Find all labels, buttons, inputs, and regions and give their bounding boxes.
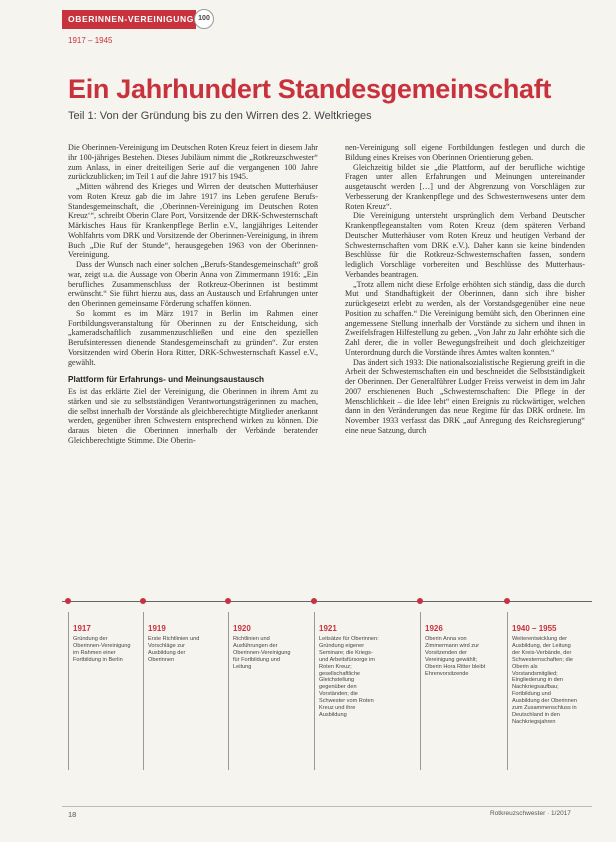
timeline-year: 1917 bbox=[73, 624, 91, 633]
anniversary-badge-icon: 100 bbox=[194, 9, 214, 29]
timeline-year: 1919 bbox=[148, 624, 166, 633]
timeline-year: 1940 – 1955 bbox=[512, 624, 557, 633]
timeline-marker-icon bbox=[225, 598, 231, 604]
timeline-entry bbox=[143, 612, 210, 770]
page-subtitle: Teil 1: Von der Gründung bis zu den Wirren des 2. Weltkrieges bbox=[68, 110, 372, 122]
article-paragraph: Es ist das erklärte Ziel der Vereinigung, die Oberinnen in ihrem Amt zu stärken und sie zu selbstständigen Verantwortungsträgerinnen zu machen, die selbst innerhalb der Vorstände als gleichberechtigte Mitglieder anerkannt werden, gegenüber ihren Schwestern entsprechend wirken zu können. Die daraus bieten die Oberinnen innerhalb der Verbände beratender Gleichberechtigte Stimme. Die Oberin- bbox=[68, 387, 318, 445]
article-paragraph: So kommt es im März 1917 in Berlin im Rahmen einer Fortbildungsveranstaltung für Oberinnen zu der Entscheidung, sich „kameradschaftlich zusammenzuschließen und eine den speziellen Berufsinteressen dienende Standesgemeinschaft zu gründen“. Zur ersten Vorsitzenden wird Oberin Hora Ritter, DRK-Schwesternschaft Kassel e.V., gewählt. bbox=[68, 308, 318, 367]
article-paragraph: Die Oberinnen-Vereinigung im Deutschen Roten Kreuz feiert in diesem Jahr ihr 100-jähriges Bestehen. Dieses Jubiläum nimmt die „Rotkreuzschwester“ zum Anlass, in einer dreiteiligen Serie auf die vergangenen 100 Jahre zurückzublicken; im Teil 1 auf die Jahre 1917 bis 1945. bbox=[68, 143, 318, 182]
timeline-year: 1926 bbox=[425, 624, 443, 633]
page-number: 18 bbox=[68, 810, 77, 819]
timeline-marker-icon bbox=[65, 598, 71, 604]
article-paragraph: „Trotz allem nicht diese Erfolge erhöhten sich ständig, dass die durch Mut und Standhaftigkeit der Oberinnen, dann sich ihre bisher zurückgesetzt erlebt zu werden, als der Vorstandsgegenüber eine neue Position zu schaffen.“ Die Vereinigung bemüht sich, den Oberinnen eine angemessene Stellung innerhalb der Vorstände zu sichern und ihnen in Zweifelsfragen Hilfestellung zu geben. „Von Jahr zu Jahr erhöhte sich die Zahl derer, die in voller Bewegungsfreiheit und doch gleichzeitiger Unterordnung durch die Vorstände ihres Amtes walten konnten.“ bbox=[345, 279, 585, 357]
timeline-text: Richtlinien und Ausführungen der Oberinnen-Vereinigung für Fortbildung und Leitung bbox=[233, 636, 291, 670]
timeline-marker-icon bbox=[504, 598, 510, 604]
timeline-marker-icon bbox=[140, 598, 146, 604]
footer-divider bbox=[62, 806, 592, 807]
article-column-left bbox=[68, 143, 318, 581]
page-title: Ein Jahrhundert Standesgemeinschaft bbox=[68, 74, 552, 104]
article-paragraph: Das ändert sich 1933: Die nationalsozialistische Regierung greift in die Arbeit der Schwesternschaften ein und beschneidet die Selbstständigkeit der Oberinnen. Der Generalführer Ludger Freiss verweist in dem im Jahr 2007 erschienenen Buch „Schwesternschaften: Die Pflege in der Menschlichkeit – die Idee lebt“ einen Ereignis zu rückwärtiger, welchen dann in den Veränderungen das neue Regime für das DRK ordnete. Im November 1933 verfasst das DRK „auf Anregung des Reichsregierung“ eine neue Satzung, durch bbox=[345, 357, 585, 435]
timeline-year: 1920 bbox=[233, 624, 251, 633]
article-paragraph: Die Vereinigung untersteht ursprünglich dem Verband Deutscher Krankenpflegeanstalten vom Roten Kreuz (dem späteren Verband Deutscher Mutterhäuser vom Roten Kreuz und heutigen Verband der Schwesternschaften vom DRK e.V.). Daher kann sie keine bindenden Beschlüsse für die Rotkreuz-Schwesternschaften fassen, sondern lediglich Vorschläge vorbereiten und Beschlüsse des Mutterhaus-Verbandes beantragen. bbox=[345, 211, 585, 279]
article-paragraph: „Mitten während des Krieges und Wirren der deutschen Mutterhäuser vom Roten Kreuz gab die im Jahre 1917 ins Leben gerufene Berufs-Standesgemeinschaft, die ‚Oberinnen-Vereinigung im Deutschen Roten Kreuz‘“, schreibt Oberin Clare Port, Vorsitzende der DRK-Schwesternschaft Märkisches Haus für Krankenpflege Berlin e.V., langjähriges Leitender Wohlfahrts vom DRK und Vorsitzende der Oberinnen-Vereinigung, in ihrem Buch „Die Ruf der Stunde“, herausgegeben 1963 von der Oberinnen-Vereinigung. bbox=[68, 182, 318, 260]
timeline-marker-icon bbox=[417, 598, 423, 604]
timeline-text: Gründung der Oberinnen-Vereinigung im Rahmen einer Fortbildung in Berlin bbox=[73, 636, 131, 663]
timeline-text: Weiterentwicklung der Ausbildung, der Leitung der Kreis-Verbände, der Schwesternschaften; die Oberin als Vorstandsmitglied; Eingliederung in den Nachkriegsaufbau; Fortbildung und Ausbildung der Oberinnen zum Zusammenschluss in Deutschland in den Nachkriegsjahren bbox=[512, 636, 577, 725]
timeline-entry bbox=[507, 612, 578, 770]
timeline-text: Leitsätze für Oberinnen: Gründung eigener Seminare; die Kriegs- und Arbeitsfürsorge im Roten Kreuz; gesellschaftliche Gleichstellung gegenüber den Vorständen; die Schwester vom Roten Kreuz und ihre Ausbildung bbox=[319, 636, 379, 718]
article-paragraph: nen-Vereinigung soll eigene Fortbildungen festlegen und durch die Bildung eines Kreises von Oberinnen Orientierung geben. bbox=[345, 143, 585, 162]
section-banner: OBERINNEN-VEREINIGUNG bbox=[62, 10, 196, 29]
article-column-right bbox=[345, 143, 585, 461]
article-paragraph: Gleichzeitig bildet sie „die Plattform, auf der berufliche wichtige Fragen unter allen Erfahrungen und Meinungen untereinander ausgetauscht werden […] und der Abgrenzung von Vorschlägen zur Verbesserung der Krankenpflege und des Schwesternwesens unter dem Roten Kreuz“. bbox=[345, 162, 585, 211]
timeline-entry bbox=[68, 612, 135, 770]
publication-footer: Rotkreuzschwester · 1/2017 bbox=[490, 810, 571, 817]
timeline-year: 1921 bbox=[319, 624, 337, 633]
section-heading: Plattform für Erfahrungs- und Meinungsaustausch bbox=[68, 375, 265, 385]
article-paragraph: Dass der Wunsch nach einer solchen „Berufs-Standesgemeinschaft“ groß war, zeigt u.a. die Aussage von Oberin Anna von Zimmermann 1916: „Ein berufliches Zusammenschluss der Rotkreuz-Oberinnen ist bestimmt erwünscht.“ Sie führt hierzu aus, dass an Austausch und Erfahrungen unter den Oberinnen gemeinsame Förderung schaffen können. bbox=[68, 260, 318, 308]
timeline-entry bbox=[314, 612, 381, 770]
timeline-entry bbox=[420, 612, 487, 770]
timeline-text: Oberin Anna von Zimmermann wird zur Vorsitzenden der Vereinigung gewählt; Oberin Hora Ritter bleibt Ehrenvorsitzende bbox=[425, 636, 486, 677]
timeline-text: Erste Richtlinien und Vorschläge zur Ausbildung der Oberinnen bbox=[148, 636, 200, 663]
timeline-marker-icon bbox=[311, 598, 317, 604]
year-range: 1917 – 1945 bbox=[68, 36, 113, 45]
timeline-entry bbox=[228, 612, 295, 770]
